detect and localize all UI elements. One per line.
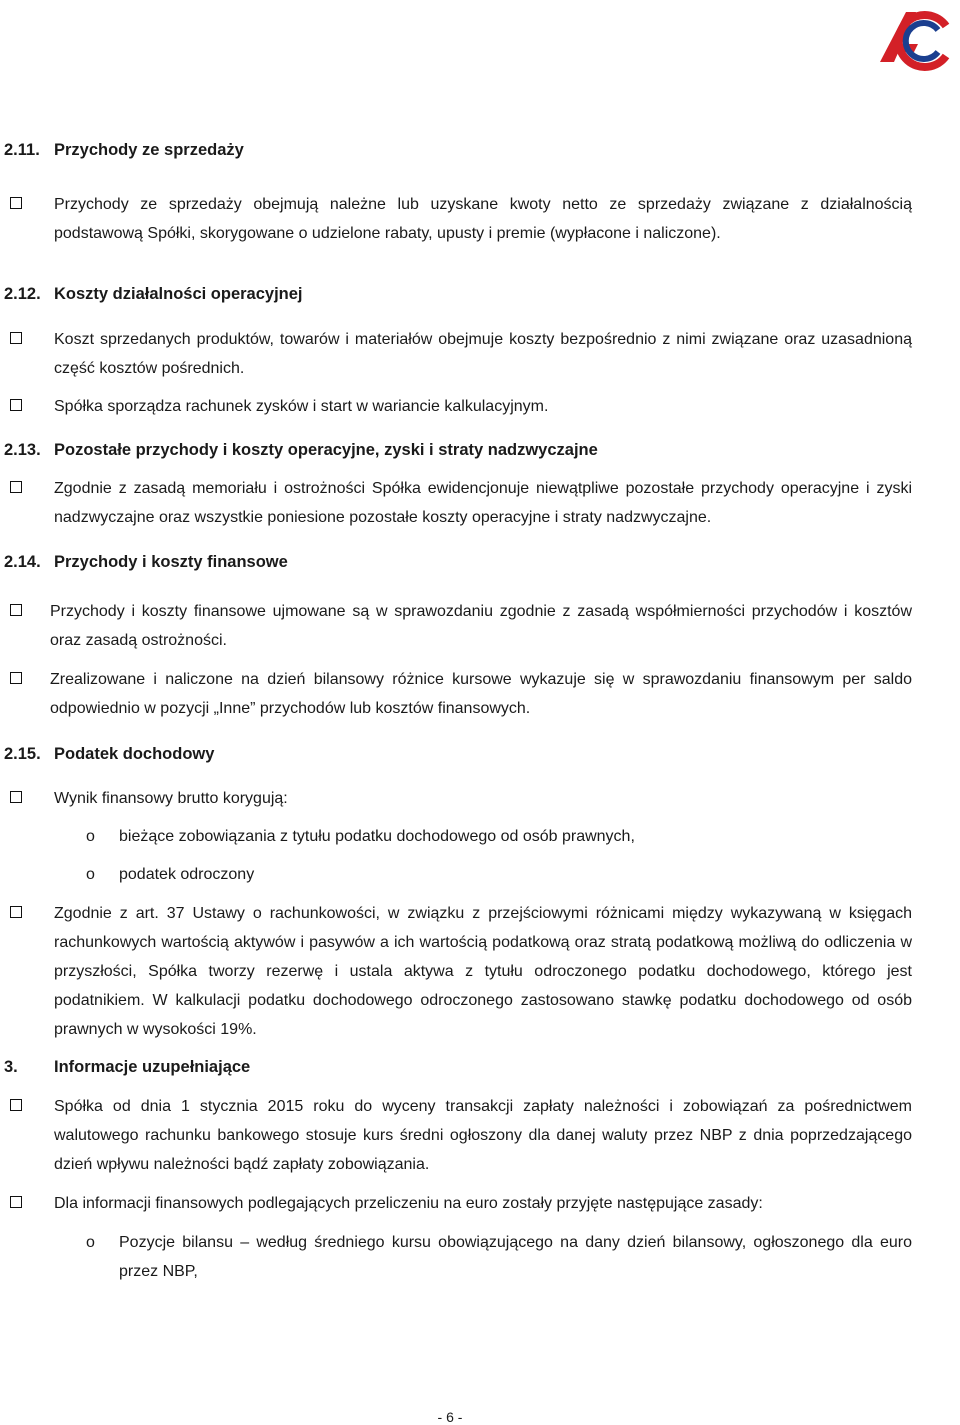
sub-list-item-text: bieżące zobowiązania z tytułu podatku dochodowego od osób prawnych, (119, 828, 635, 845)
list-item-text: Przychody ze sprzedaży obejmują należne lub uzyskane kwoty netto ze sprzedaży związane z działalnością podstawową Spółki, skorygowane o udzielone rabaty, upusty i premie (wypłacone i naliczone). (54, 196, 912, 242)
section-title: Informacje uzupełniające (54, 1058, 251, 1076)
section-heading (4, 441, 598, 460)
list-item (10, 1189, 912, 1218)
section-heading (4, 553, 288, 572)
list-item (10, 784, 912, 813)
section-number: 2.12. (4, 285, 41, 303)
checkbox-bullet-icon (10, 672, 22, 684)
list-item (10, 1092, 912, 1179)
section-heading (4, 285, 303, 304)
list-item (10, 474, 912, 532)
section-heading (4, 1058, 250, 1077)
sub-list-item (86, 860, 912, 889)
section-title: Przychody ze sprzedaży (54, 141, 244, 159)
list-item-text: Zgodnie z zasadą memoriału i ostrożności Spółka ewidencjonuje niewątpliwe pozostałe przychody operacyjne i zyski nadzwyczajne oraz wszystkie poniesione pozostałe koszty operacyjne i straty nadzwyczajne. (54, 480, 912, 526)
section-title: Pozostałe przychody i koszty operacyjne, zyski i straty nadzwyczajne (54, 441, 598, 459)
section-number: 2.13. (4, 441, 41, 459)
list-item (10, 190, 912, 248)
list-item-text: Wynik finansowy brutto korygują: (54, 790, 288, 807)
list-item-text: Koszt sprzedanych produktów, towarów i materiałów obejmuje koszty bezpośrednio z nimi związane oraz uzasadnioną część kosztów pośrednich. (54, 331, 912, 377)
checkbox-bullet-icon (10, 791, 22, 803)
list-item-text: Dla informacji finansowych podlegających przeliczeniu na euro zostały przyjęte następujące zasady: (54, 1195, 763, 1212)
sub-list-item (86, 1228, 912, 1286)
checkbox-bullet-icon (10, 332, 22, 344)
list-item (10, 665, 912, 723)
list-item (10, 899, 912, 1044)
section-heading (4, 745, 214, 764)
company-logo (868, 4, 956, 74)
section-title: Przychody i koszty finansowe (54, 553, 288, 571)
checkbox-bullet-icon (10, 1099, 22, 1111)
list-item-text: Przychody i koszty finansowe ujmowane są w sprawozdaniu zgodnie z zasadą współmierności przychodów i kosztów oraz zasadą ostrożności. (50, 603, 912, 649)
section-title: Podatek dochodowy (54, 745, 215, 763)
page-number-text: - 6 - (437, 1409, 463, 1425)
list-item-text: Spółka od dnia 1 stycznia 2015 roku do wyceny transakcji zapłaty należności i zobowiązań za pośrednictwem walutowego rachunku bankowego stosuje kurs średni ogłoszony dla danej waluty przez NBP z dnia poprzedzającego dzień wpływu należności bądź zapłaty zobowiązania. (54, 1098, 912, 1173)
circle-bullet-icon: o (86, 1234, 95, 1251)
sub-list-item-text: podatek odroczony (119, 866, 255, 883)
section-heading (4, 141, 244, 160)
checkbox-bullet-icon (10, 604, 22, 616)
list-item-text: Zgodnie z art. 37 Ustawy o rachunkowości, w związku z przejściowymi różnicami między wykazywaną w księgach rachunkowych wartością aktywów i pasywów a ich wartością podatkową oraz stratą podatkową możliwą do odliczenia w przyszłości, Spółka tworzy rezerwę i ustala aktywa z tytułu odroczonego podatku dochodowego, którego jest podatnikiem. W kalkulacji podatku dochodowego odroczonego zastosowano stawkę podatku dochodowego od osób prawnych w wysokości 19%. (54, 905, 912, 1038)
checkbox-bullet-icon (10, 906, 22, 918)
section-number: 2.15. (4, 745, 41, 763)
section-number: 3. (4, 1058, 18, 1076)
list-item (10, 597, 912, 655)
list-item-text: Zrealizowane i naliczone na dzień bilansowy różnice kursowe wykazuje się w sprawozdaniu finansowym per saldo odpowiednio w pozycji „Inne” przychodów lub kosztów finansowych. (50, 671, 912, 717)
checkbox-bullet-icon (10, 197, 22, 209)
list-item (10, 392, 912, 421)
sub-list-item-text: Pozycje bilansu – według średniego kursu obowiązującego na dany dzień bilansowy, ogłoszonego dla euro przez NBP, (119, 1234, 912, 1280)
checkbox-bullet-icon (10, 1196, 22, 1208)
checkbox-bullet-icon (10, 399, 22, 411)
circle-bullet-icon: o (86, 866, 95, 883)
section-number: 2.14. (4, 553, 41, 571)
section-number: 2.11. (4, 141, 40, 159)
sub-list-item (86, 822, 912, 851)
list-item-text: Spółka sporządza rachunek zysków i start w wariancie kalkulacyjnym. (54, 398, 549, 415)
list-item (10, 325, 912, 383)
circle-bullet-icon: o (86, 828, 95, 845)
checkbox-bullet-icon (10, 481, 22, 493)
section-title: Koszty działalności operacyjnej (54, 285, 303, 303)
